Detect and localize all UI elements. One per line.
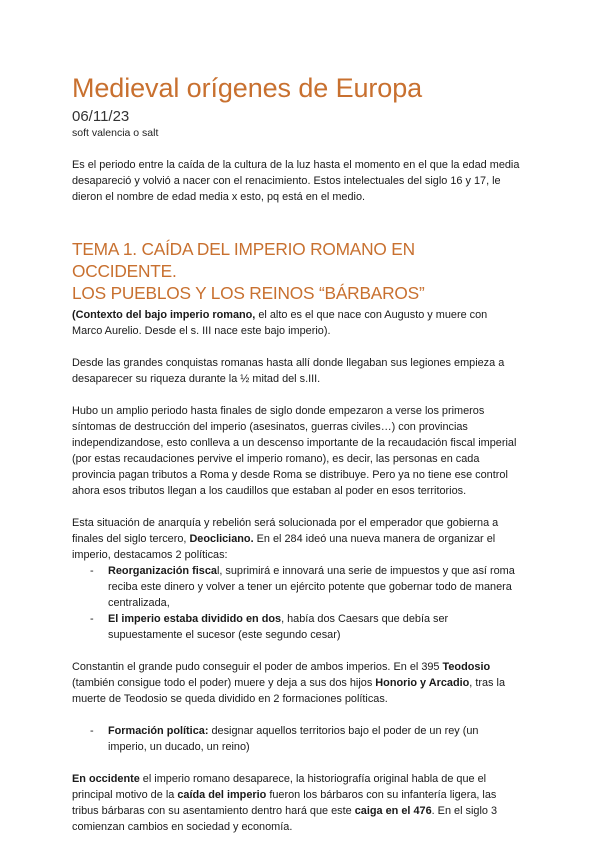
paragraph-constantine: Constantin el grande pudo conseguir el poder de ambos imperios. En el 395 Teodosio (también consigue todo el poder) muere y deja a sus dos hijos Honorio y Arcadio, tras la muerte de Teodosio se queda dividido en 2 formaciones políticas. xyxy=(72,661,506,705)
section-heading xyxy=(72,238,520,304)
list-item: - El imperio estaba dividido en dos, había dos Caesars que debía ser supuestamente el sucesor (este segundo cesar) xyxy=(90,613,449,641)
document-page xyxy=(72,72,520,835)
list-item: - Formación política: designar aquellos territorios bajo el poder de un rey (un imperio, un ducado, un reino) xyxy=(90,725,479,753)
paragraph-west: En occidente el imperio romano desaparece, la historiografía original habla de que el principal motivo de la caída del imperio fueron los bárbaros con su infantería ligera, las tribus bárbaras con su asentamiento dentro hará que este caiga en el 476. En el siglo 3 comienzan cambios en sociedad y economía. xyxy=(72,773,498,833)
paragraph-conquests: Desde las grandes conquistas romanas hasta allí donde llegaban sus legiones empieza a desaparecer su riqueza durante la ½ mitad del s.III. xyxy=(72,357,505,385)
subtitle: soft valencia o salt xyxy=(72,127,159,139)
paragraph-context: (Contexto del bajo imperio romano, el alto es el que nace con Augusto y muere con Marco Aurelio. Desde el s. III nace este bajo imperio). xyxy=(72,309,488,337)
intro-paragraph: Es el periodo entre la caída de la cultura de la luz hasta el momento en el que la edad media desapareció y volvió a nacer con el renacimiento. Estos intelectuales del siglo 16 y 17, le dieron el nombre de edad media x esto, pq está en el medio. xyxy=(72,159,520,203)
page-title: Medieval orígenes de Europa xyxy=(72,73,423,103)
section-heading-line2: LOS PUEBLOS Y LOS REINOS “BÁRBAROS” xyxy=(72,283,425,303)
section-heading-line1: TEMA 1. CAÍDA DEL IMPERIO ROMANO EN OCCIDENTE. xyxy=(72,239,415,281)
policies-list xyxy=(72,563,520,643)
date: 06/11/23 xyxy=(72,108,130,125)
paragraph-decline: Hubo un amplio periodo hasta finales de siglo donde empezaron a verse los primeros síntomas de destrucción del imperio (asesinatos, guerras civiles…) con provincias independizandose, esto conlleva a un descenso importante de la recaudación fiscal imperial (por estas recaudaciones pervive el imperio romano), es decir, las personas en cada provincia pagan tributos a Roma y desde Roma se distribuye. Pero ya no tiene ese control ahora esos tributos llegan a los caudillos que estaban al poder en esos territorios. xyxy=(72,405,517,497)
list-item: - Reorganización fiscal, suprimirá e innovará una serie de impuestos y que así roma reciba este dinero y volver a tener un ejército potente que gobernar todo de manera centralizada, xyxy=(90,565,515,609)
political-formation-list xyxy=(72,723,520,755)
paragraph-diocletian: Esta situación de anarquía y rebelión será solucionada por el emperador que gobierna a finales del siglo tercero, Deocliciano. En el 284 ideó una nueva manera de organizar el imperio, destacamos 2 políticas: xyxy=(72,517,499,561)
